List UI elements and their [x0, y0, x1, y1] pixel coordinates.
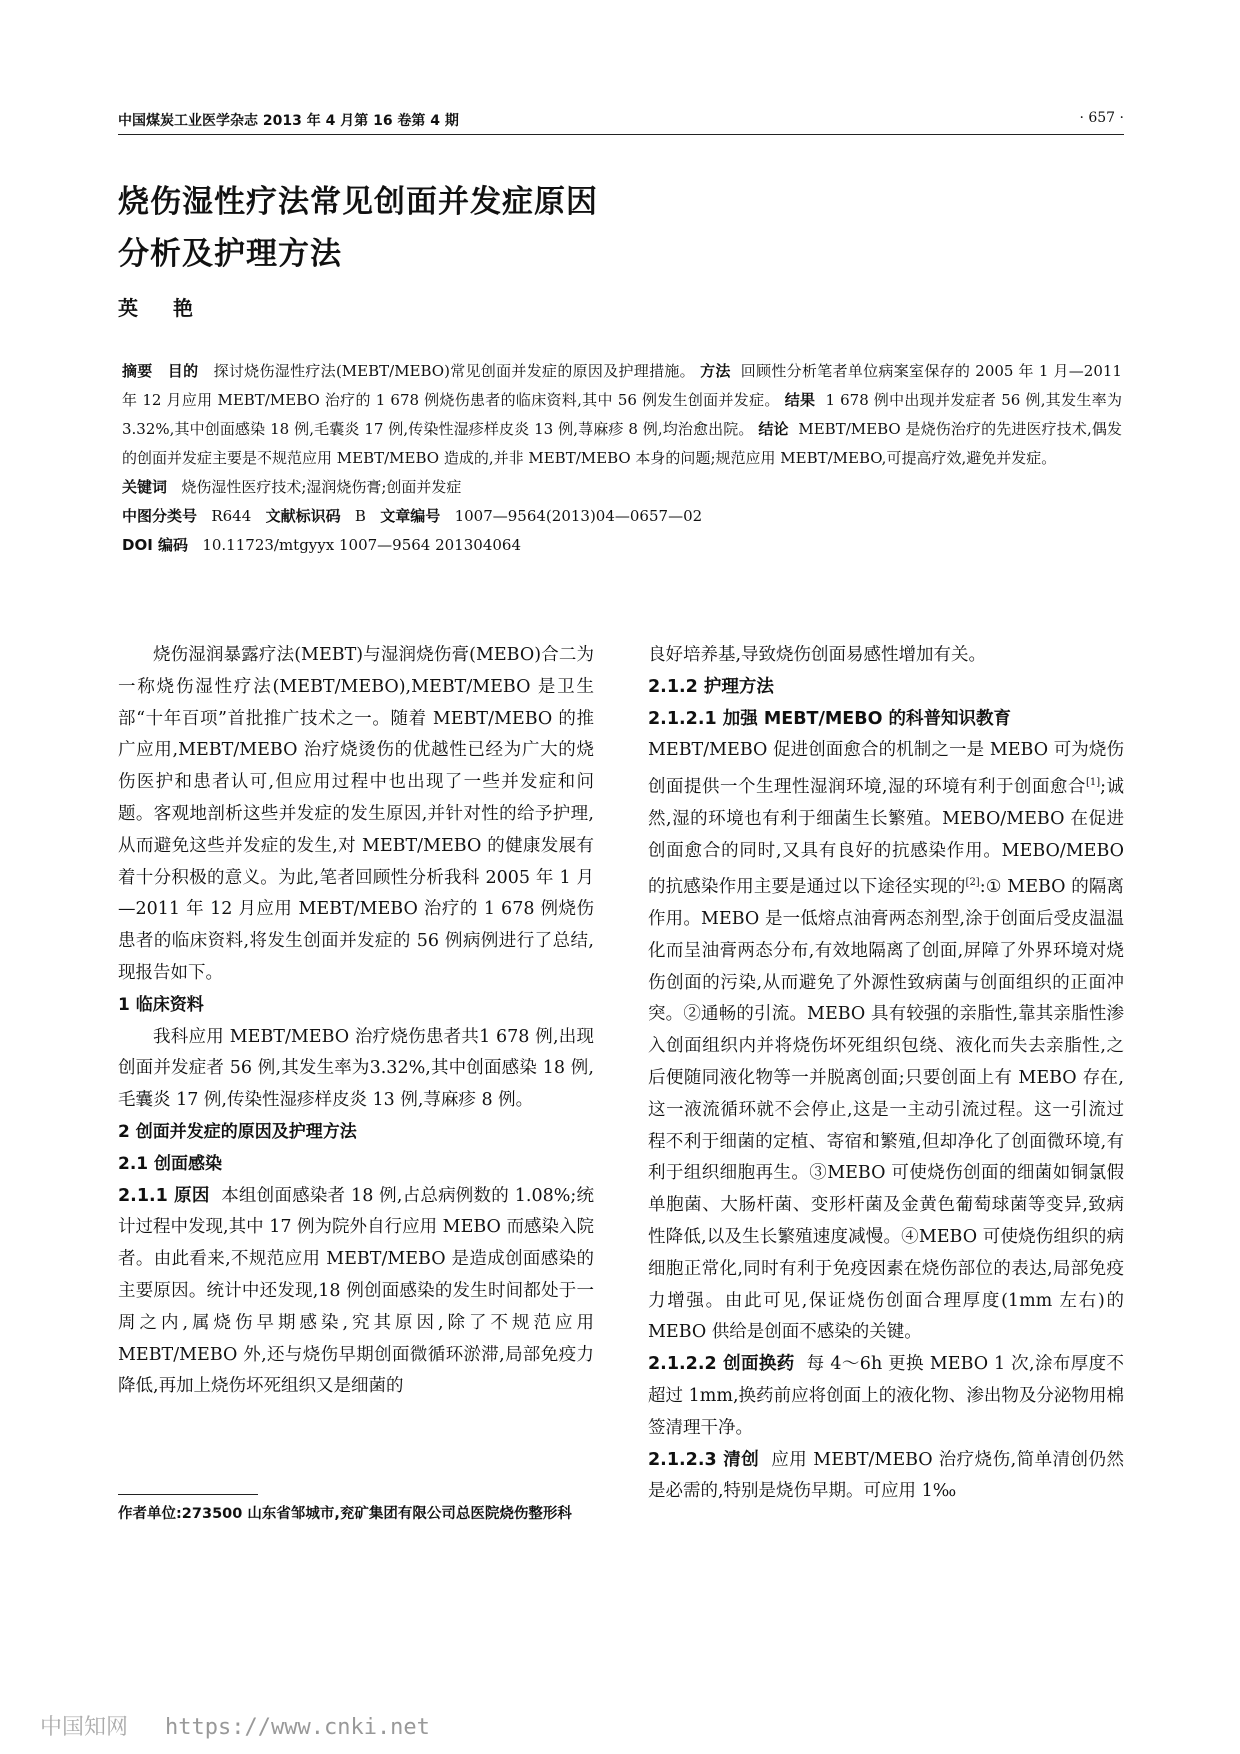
section-2-1-2-3-paragraph: [648, 1445, 1124, 1509]
clc-value: R644: [211, 507, 252, 525]
intro-paragraph: 烧伤湿润暴露疗法(MEBT)与湿润烧伤膏(MEBO)合二为一称烧伤湿性疗法(MEBT/MEBO),MEBT/MEBO 是卫生部“十年百项”首批推广技术之一。随着 MEBT/MEBO 的推广应用,MEBT/MEBO 治疗烧烫伤的优越性已经为广大的烧伤医护和患者认可,但应用过程中也出现了一些并发症和问题。客观地剖析这些并发症的发生原因,并针对性的给予护理,从而避免这些并发症的发生,对 MEBT/MEBO 的健康发展有着十分积极的意义。为此,笔者回顾性分析我科 2005 年 1 月—2011 年 12 月应用 MEBT/MEBO 治疗的 1 678 例烧伤患者的临床资料,将发生创面并发症的 56 例病例进行了总结,现报告如下。: [118, 645, 594, 983]
cnki-url-link[interactable]: https://www.cnki.net: [165, 1715, 430, 1740]
journal-citation: 中国煤炭工业医学杂志 2013 年 4 月第 16 卷第 4 期: [118, 113, 459, 129]
keywords-line: [122, 473, 1122, 502]
results-text: 1 678 例中出现并发症者 56 例,其发生率为 3.32%,其中创面感染 18 例,毛囊炎 17 例,传染性湿疹样皮炎 13 例,荨麻疹 8 例,均治愈出院。: [122, 391, 1122, 438]
title-line-2: 分析及护理方法: [118, 236, 342, 272]
reference-2[interactable]: [2]: [965, 877, 980, 889]
article-title: [118, 176, 598, 280]
section-2-1-2-3-heading: 2.1.2.3 清创: [648, 1449, 760, 1470]
keywords-label: 关键词: [122, 478, 168, 496]
section-1-paragraph: 我科应用 MEBT/MEBO 治疗烧伤患者共1 678 例,出现创面并发症者 56 例,其发生率为3.32%,其中创面感染 18 例,毛囊炎 17 例,传染性湿疹样皮炎 13 例,荨麻疹 8 例。: [118, 1026, 594, 1111]
left-column: [118, 640, 594, 1403]
clc-label: 中图分类号: [122, 507, 198, 525]
article-number-value: 1007—9564(2013)04—0657—02: [454, 507, 703, 525]
section-2-heading: 2 创面并发症的原因及护理方法: [118, 1121, 357, 1142]
doc-code-value: B: [354, 507, 366, 525]
section-2-1-2-2-paragraph: [648, 1349, 1124, 1444]
doc-code-label: 文献标识码: [265, 507, 341, 525]
section-1-heading: 1 临床资料: [118, 994, 204, 1015]
cnki-site-name: 中国知网: [40, 1715, 129, 1740]
objective-label: 目的: [167, 362, 199, 380]
footnote-rule: [118, 1494, 258, 1495]
abstract-body: [122, 357, 1122, 473]
abstract-block: [122, 357, 1122, 560]
doi-label: DOI 编码: [122, 536, 189, 554]
section-2-1-2-2-heading: 2.1.2.2 创面换药: [648, 1354, 795, 1375]
author-name: 英 艳: [118, 296, 207, 320]
doi-line: [122, 531, 1122, 560]
running-header: [118, 110, 1124, 136]
section-2-1-1-text: 本组创面感染者 18 例,占总病例数的 1.08%;统计过程中发现,其中 17 例为院外自行应用 MEBO 而感染入院者。由此看来,不规范应用 MEBT/MEBO 是造成创面感染的主要原因。统计中还发现,18 例创面感染的发生时间都处于一周之内,属烧伤早期感染,究其原因,除了不规范应用 MEBT/MEBO 外,还与烧伤早期创面微循环淤滞,局部免疫力降低,再加上烧伤坏死组织又是细菌的: [118, 1185, 594, 1397]
article-number-label: 文章编号: [380, 507, 441, 525]
right-column: [648, 640, 1124, 1508]
section-2-1-2-1-paragraph: [648, 735, 1124, 1349]
watermark-footer: [40, 1710, 430, 1741]
continued-paragraph: 良好培养基,导致烧伤创面易感性增加有关。: [648, 645, 987, 665]
results-label: 结果: [784, 391, 816, 409]
methods-text: 回顾性分析笔者单位病案室保存的 2005 年 1 月—2011 年 12 月应用 MEBT/MEBO 治疗的 1 678 例烧伤患者的临床资料,其中 56 例发生创面并发症。: [122, 362, 1122, 409]
section-2-1-2-2-text: 每 4～6h 更换 MEBO 1 次,涂布厚度不超过 1mm,换药前应将创面上的液化物、渗出物及分泌物用棉签清理干净。: [648, 1354, 1124, 1438]
conclusion-text: MEBT/MEBO 是烧伤治疗的先进医疗技术,偶发的创面并发症主要是不规范应用 MEBT/MEBO 造成的,并非 MEBT/MEBO 本身的问题;规范应用 MEBT/MEBO,可提高疗效,避免并发症。: [122, 420, 1122, 467]
section-2-1-1-heading: 2.1.1 原因: [118, 1185, 210, 1206]
section-2-1-heading: 2.1 创面感染: [118, 1153, 223, 1174]
classification-line: [122, 502, 1122, 531]
p2121-part-c: :① MEBO 的隔离作用。MEBO 是一低熔点油膏两态剂型,涂于创面后受皮温温化而呈油膏两态分布,有效地隔离了创面,屏障了外界环境对烧伤创面的污染,从而避免了外源性致病菌与创面组织的正面冲突。②通畅的引流。MEBO 具有较强的亲脂性,靠其亲脂性渗入创面组织内并将烧伤坏死组织包绕、液化而失去亲脂性,之后便随同液化物等一并脱离创面;只要创面上有 MEBO 存在,这一液流循环就不会停止,这是一主动引流过程。这一引流过程不利于细菌的定植、寄宿和繁殖,但却净化了创面微环境,有利于组织细胞再生。③MEBO 可使烧伤创面的细菌如铜氯假单胞菌、大肠杆菌、变形杆菌及金黄色葡萄球菌等变异,致病性降低,以及生长繁殖速度减慢。④MEBO 可使烧伤组织的病细胞正常化,同时有利于免疫因素在烧伤部位的表达,局部免疫力增强。由此可见,保证烧伤创面合理厚度(1mm 左右)的 MEBO 供给是创面不感染的关键。: [648, 877, 1125, 1343]
abstract-label: 摘要: [122, 362, 153, 380]
p2121-part-a: MEBT/MEBO 促进创面愈合的机制之一是 MEBO 可为烧伤创面提供一个生理性湿润环境,湿的环境有利于创面愈合: [648, 740, 1124, 798]
reference-1[interactable]: [1]: [1085, 777, 1101, 789]
methods-label: 方法: [700, 362, 731, 380]
conclusion-label: 结论: [758, 420, 789, 438]
p2121-part-b: ;诚然,湿的环境也有利于细菌生长繁殖。MEBO/MEBO 在促进创面愈合的同时,又具有良好的抗感染作用。MEBO/MEBO 的抗感染作用主要是通过以下途径实现的: [648, 777, 1125, 898]
section-2-1-2-3-text: 应用 MEBT/MEBO 治疗烧伤,简单清创仍然是必需的,特别是烧伤早期。可应用 1‰: [648, 1449, 1124, 1502]
section-2-1-2-heading: 2.1.2 护理方法: [648, 676, 774, 697]
header-rule: [118, 134, 1124, 135]
title-line-1: 烧伤湿性疗法常见创面并发症原因: [118, 184, 598, 220]
author-affiliation-footnote: 作者单位:273500 山东省邹城市,兖矿集团有限公司总医院烧伤整形科: [118, 1506, 572, 1522]
doi-value: 10.11723/mtgyyx 1007—9564 201304064: [202, 536, 521, 554]
objective-text: 探讨烧伤湿性疗法(MEBT/MEBO)常见创面并发症的原因及护理措施。: [213, 362, 695, 380]
section-2-1-1-paragraph: [118, 1181, 594, 1404]
section-2-1-2-1-heading: 2.1.2.1 加强 MEBT/MEBO 的科普知识教育: [648, 708, 1012, 729]
keywords-text: 烧伤湿性医疗技术;湿润烧伤膏;创面并发症: [181, 478, 462, 496]
page-number: · 657 ·: [1079, 110, 1124, 126]
